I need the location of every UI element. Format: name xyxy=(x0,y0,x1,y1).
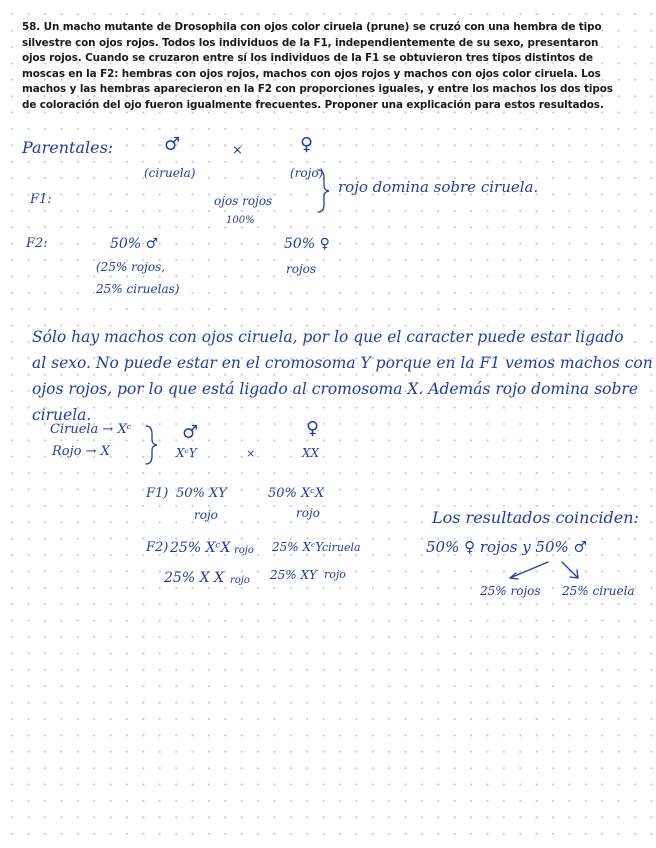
f1-genotype-a: 50% XY xyxy=(176,486,227,501)
key-red: Rojo → X xyxy=(52,444,110,459)
f2-label: F2: xyxy=(26,236,48,251)
parentales-label: Parentales: xyxy=(22,138,114,157)
parent-female-phenotype: (rojo) xyxy=(290,166,324,180)
summary-red: 25% rojos xyxy=(480,584,541,598)
f1-label: F1: xyxy=(30,192,52,207)
f2-genotype-b: 25% XᶜY xyxy=(272,540,324,554)
f2-females-red: rojos xyxy=(286,262,317,276)
problem-line: 58. Un macho mutante de Drosophila con ojos color ciruela (prune) se cruzó con una hembra de tipo xyxy=(22,21,602,33)
parent-male-phenotype: (ciruela) xyxy=(144,166,196,180)
f2-males-prune: 25% ciruelas) xyxy=(96,282,180,296)
f1-genotype-b: 50% XᶜX xyxy=(268,486,325,501)
explanation-line: ojos rojos, por lo que está ligado al cromosoma X. Además rojo domina sobre xyxy=(32,380,639,398)
male-symbol: ♂ xyxy=(182,422,199,443)
f2-females: 50% ♀ xyxy=(284,236,330,252)
arrow-right xyxy=(562,562,578,578)
f2-males-red: (25% rojos, xyxy=(96,260,166,274)
f2-phenotype-b: ciruela xyxy=(322,541,361,554)
f2-phenotype-c: rojo xyxy=(230,575,250,586)
f1-row-label: F1) xyxy=(146,486,169,501)
key-prune: Ciruela → Xᶜ xyxy=(50,422,132,437)
cross-symbol: × xyxy=(246,447,256,460)
summary-prune: 25% ciruela xyxy=(562,584,635,598)
f2-genotype-c: 25% X X xyxy=(164,570,224,586)
problem-line: ojos rojos. Cuando se cruzaron entre sí los individuos de la F1 se obtuvieron tres tipos distintos de xyxy=(22,52,593,65)
f1-phenotype-a: rojo xyxy=(194,508,218,522)
female-symbol: ♀ xyxy=(306,418,320,439)
female-symbol: ♀ xyxy=(300,134,314,155)
explanation-line: ciruela. xyxy=(32,406,92,424)
problem-line: moscas en la F2: hembras con ojos rojos, machos con ojos rojos y machos con ojos color ciruela. Los xyxy=(22,67,601,80)
f2-genotype-d: 25% XY xyxy=(270,568,317,582)
f2-males: 50% ♂ xyxy=(110,236,159,252)
problem-line: machos y las hembras aparecieron en la F2 con proporciones iguales, y entre los machos los dos tipos xyxy=(22,83,613,96)
problem-line: silvestre con ojos rojos. Todos los individuos de la F1, independientemente de su sexo, presentaron xyxy=(22,36,599,49)
f1-phenotype-b: rojo xyxy=(296,506,320,520)
brace xyxy=(146,426,157,464)
f2-phenotype-a: rojo xyxy=(234,545,254,556)
brace xyxy=(318,170,329,212)
arrow-left xyxy=(510,562,548,578)
results-match-heading: Los resultados coinciden: xyxy=(432,508,639,527)
dominance-conclusion: rojo domina sobre ciruela. xyxy=(338,178,539,196)
f2-phenotype-d: rojo xyxy=(324,568,346,581)
results-summary: 50% ♀ rojos y 50% ♂ xyxy=(426,538,587,556)
f1-phenotype: ojos rojos xyxy=(214,194,273,208)
f2-genotype-a: 25% XᶜX xyxy=(170,540,231,556)
cross-symbol: × xyxy=(232,143,243,158)
female-genotype: XX xyxy=(302,446,320,460)
male-symbol: ♂ xyxy=(164,134,181,155)
explanation-line: al sexo. No puede estar en el cromosoma Y porque en la F1 vemos machos con xyxy=(32,354,653,372)
problem-line: de coloración del ojo fueron igualmente frecuentes. Proponer una explicación para estos resultados. xyxy=(22,98,604,111)
male-genotype: XᶜY xyxy=(176,446,197,460)
explanation-line: Sólo hay machos con ojos ciruela, por lo que el caracter puede estar ligado xyxy=(32,328,624,346)
f2-row-label: F2) xyxy=(146,540,169,555)
f1-percentage: 100% xyxy=(226,215,255,226)
